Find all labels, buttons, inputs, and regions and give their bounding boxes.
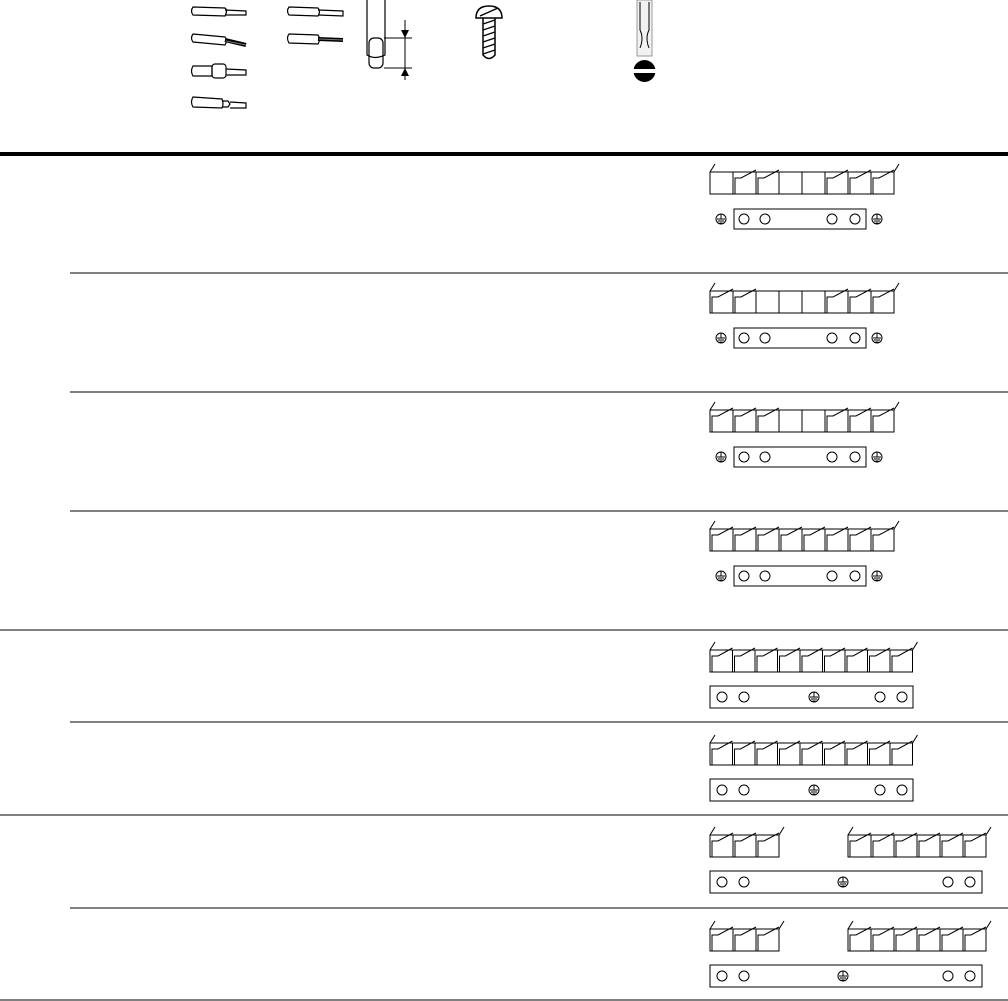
terminal-cell [733, 835, 756, 857]
terminal-cell [733, 929, 756, 951]
terminal-clamp [919, 927, 940, 951]
terminal-cell [871, 172, 894, 194]
terminal-clamp [919, 833, 940, 857]
wire-crimped-ferrule-icon [192, 97, 247, 108]
earth-symbol [838, 877, 848, 887]
terminal-cell [963, 929, 986, 951]
terminal-clamp [758, 408, 779, 432]
terminal-clamp [892, 648, 913, 672]
terminal-cell [778, 650, 801, 672]
terminal-clamp [781, 527, 802, 551]
terminal-cell [871, 291, 894, 313]
stripped-wire-stranded-icon [192, 34, 247, 45]
terminal-cell [756, 291, 779, 313]
terminal-clamp [735, 289, 756, 313]
mounting-hole [965, 971, 975, 981]
terminal-clamp [735, 527, 756, 551]
mounting-hole [760, 214, 770, 224]
terminal-cell [871, 410, 894, 432]
terminal-cell [710, 529, 733, 551]
terminal-cell [733, 172, 756, 194]
strip-end-cap [710, 521, 715, 529]
mounting-hole [760, 452, 770, 462]
terminal-cell [733, 410, 756, 432]
terminal-cell [710, 291, 733, 313]
terminal-clamp [873, 289, 894, 313]
terminal-cell [710, 743, 733, 765]
terminal-clamp [780, 741, 801, 765]
strip-end-cap [710, 827, 715, 835]
mounting-hole [760, 571, 770, 581]
mounting-hole [965, 877, 975, 887]
terminal-cell [710, 835, 733, 857]
strip-end-cap [913, 642, 918, 650]
slotted-screw-icon [476, 6, 502, 59]
terminal-clamp [827, 408, 848, 432]
strip-end-cap [710, 921, 715, 929]
terminal-cell [848, 835, 871, 857]
terminal-cell [710, 172, 733, 194]
terminal-block-diagram [710, 642, 918, 708]
terminal-clamp [825, 648, 846, 672]
mounting-hole [827, 333, 837, 343]
terminal-cell [779, 291, 802, 313]
terminal-block-diagram [710, 402, 899, 467]
base-plate [734, 447, 866, 467]
terminal-clamp [850, 527, 871, 551]
terminal-cell [756, 929, 779, 951]
stripped-wire-solid-icon [192, 7, 247, 16]
strip-end-cap [913, 735, 918, 743]
terminal-clamp [847, 741, 868, 765]
terminal-cell [845, 650, 868, 672]
terminal-cell [871, 929, 894, 951]
base-plate [734, 209, 866, 229]
earth-symbol [838, 971, 848, 981]
strip-end-cap [779, 921, 784, 929]
terminal-cell [940, 835, 963, 857]
terminal-cell [845, 743, 868, 765]
terminal-cell [756, 529, 779, 551]
terminal-cell [848, 291, 871, 313]
table-rules [0, 152, 1008, 1000]
strip-end-cap [710, 402, 715, 410]
mounting-hole [850, 452, 860, 462]
strip-end-cap [710, 735, 715, 743]
earth-symbol [716, 571, 726, 581]
mounting-hole [739, 333, 749, 343]
terminal-block-diagram [710, 164, 899, 229]
mounting-hole [897, 692, 907, 702]
terminal-clamp [896, 833, 917, 857]
terminal-block-diagram [710, 283, 899, 348]
terminal-cell [779, 172, 802, 194]
terminal-cell [890, 650, 913, 672]
terminal-clamp [758, 527, 779, 551]
terminal-cell [825, 529, 848, 551]
strip-end-cap [710, 642, 715, 650]
terminal-clamp [780, 648, 801, 672]
strip-end-cap [894, 521, 899, 529]
earth-symbol [872, 452, 882, 462]
mounting-hole [897, 785, 907, 795]
mounting-hole [739, 214, 749, 224]
terminal-clamp [712, 927, 733, 951]
mounting-hole [827, 571, 837, 581]
terminal-clamp [712, 741, 733, 765]
terminal-cell [800, 650, 823, 672]
mounting-hole [739, 692, 749, 702]
terminal-cell [890, 743, 913, 765]
mounting-hole [943, 877, 953, 887]
terminal-cell [871, 835, 894, 857]
terminal-clamp [735, 741, 756, 765]
mounting-hole [717, 877, 727, 887]
terminal-clamp [873, 927, 894, 951]
terminal-cell [848, 172, 871, 194]
terminal-block-diagram [710, 921, 991, 987]
mounting-hole [739, 877, 749, 887]
terminal-cell [710, 929, 733, 951]
terminal-cell [802, 410, 825, 432]
mounting-hole [739, 452, 749, 462]
terminal-clamp [965, 927, 986, 951]
mounting-hole [875, 785, 885, 795]
mounting-hole [739, 571, 749, 581]
earth-symbol [872, 214, 882, 224]
strip-end-cap [986, 827, 991, 835]
strip-end-cap [710, 164, 715, 172]
terminal-clamp [712, 648, 733, 672]
terminal-cell [871, 529, 894, 551]
terminal-clamp [892, 741, 913, 765]
terminal-clamp [870, 648, 891, 672]
header-thick-rule [0, 152, 1008, 156]
terminal-cell [825, 291, 848, 313]
strip-end-cap [710, 283, 715, 291]
wire-stranded-icon-right [288, 34, 344, 44]
terminal-cell [868, 650, 891, 672]
terminal-cell [756, 410, 779, 432]
terminal-cell [825, 410, 848, 432]
terminal-cell [710, 650, 733, 672]
earth-symbol [716, 214, 726, 224]
terminal-cell [917, 835, 940, 857]
terminal-cell [848, 929, 871, 951]
terminal-clamp [873, 170, 894, 194]
mounting-hole [717, 692, 727, 702]
mounting-hole [760, 333, 770, 343]
terminal-clamp [735, 927, 756, 951]
terminal-clamp [735, 648, 756, 672]
strip-end-cap [848, 827, 853, 835]
mounting-hole [827, 214, 837, 224]
earth-symbol [872, 571, 882, 581]
terminal-clamp [827, 170, 848, 194]
terminal-clamp [758, 927, 779, 951]
mounting-hole [850, 571, 860, 581]
terminal-cell [779, 410, 802, 432]
terminal-cell [755, 743, 778, 765]
terminal-clamp [758, 170, 779, 194]
base-plate [734, 566, 866, 586]
terminal-clamp [873, 527, 894, 551]
terminal-cell [779, 529, 802, 551]
mounting-hole [875, 692, 885, 702]
terminal-clamp [712, 527, 733, 551]
terminal-cell [778, 743, 801, 765]
terminal-clamp [825, 741, 846, 765]
screwdriver-blade-icon [632, 0, 657, 82]
terminal-cell [940, 929, 963, 951]
strip-end-cap [894, 283, 899, 291]
terminal-clamp [827, 289, 848, 313]
mounting-hole [739, 971, 749, 981]
terminal-clamp [942, 833, 963, 857]
terminal-cell [894, 929, 917, 951]
terminal-clamp [802, 741, 823, 765]
strip-end-cap [779, 827, 784, 835]
earth-symbol [716, 333, 726, 343]
terminal-cell [963, 835, 986, 857]
terminal-cell [823, 743, 846, 765]
terminal-cell [802, 172, 825, 194]
terminal-clamp [757, 648, 778, 672]
mounting-hole [717, 785, 727, 795]
strip-end-cap [894, 164, 899, 172]
mounting-hole [717, 971, 727, 981]
terminal-clamp [735, 170, 756, 194]
terminal-cell [756, 172, 779, 194]
terminal-cell [710, 410, 733, 432]
terminal-cell [756, 835, 779, 857]
terminal-cell [800, 743, 823, 765]
terminal-cell [733, 650, 756, 672]
earth-symbol [809, 692, 819, 702]
terminal-cell [733, 291, 756, 313]
terminal-cell [802, 529, 825, 551]
wire-solid-icon-right [288, 7, 344, 16]
terminal-clamp [850, 927, 871, 951]
terminal-clamp [735, 408, 756, 432]
terminal-clamp [850, 408, 871, 432]
terminal-block-diagram [710, 735, 918, 801]
base-plate [734, 328, 866, 348]
terminal-clamp [850, 170, 871, 194]
terminal-block-diagram [710, 521, 899, 586]
terminal-cell [848, 529, 871, 551]
terminal-clamp [873, 408, 894, 432]
strip-length-gauge-icon [367, 0, 412, 80]
terminal-clamp [942, 927, 963, 951]
strip-end-cap [894, 402, 899, 410]
terminal-cell [848, 410, 871, 432]
terminal-diagrams [710, 164, 991, 987]
terminal-clamp [758, 833, 779, 857]
terminal-clamp [870, 741, 891, 765]
header-icons [192, 0, 658, 108]
mounting-hole [943, 971, 953, 981]
terminal-cell [894, 835, 917, 857]
terminal-clamp [804, 527, 825, 551]
terminal-cell [755, 650, 778, 672]
terminal-cell [917, 929, 940, 951]
strip-end-cap [986, 921, 991, 929]
terminal-clamp [735, 833, 756, 857]
terminal-clamp [850, 289, 871, 313]
mounting-hole [739, 785, 749, 795]
terminal-cell [733, 743, 756, 765]
terminal-clamp [802, 648, 823, 672]
terminal-block-diagram [710, 827, 991, 893]
terminal-clamp [712, 289, 733, 313]
terminal-cell [802, 291, 825, 313]
earth-symbol [809, 785, 819, 795]
terminal-clamp [712, 833, 733, 857]
wire-ferrule-icon [192, 64, 247, 78]
terminal-clamp [712, 408, 733, 432]
terminal-clamp [847, 648, 868, 672]
terminal-clamp [827, 527, 848, 551]
mounting-hole [850, 333, 860, 343]
terminal-cell [868, 743, 891, 765]
terminal-clamp [965, 833, 986, 857]
mounting-hole [827, 452, 837, 462]
earth-symbol [716, 452, 726, 462]
terminal-cell [825, 172, 848, 194]
terminal-cell [733, 529, 756, 551]
mounting-hole [850, 214, 860, 224]
terminal-clamp [873, 833, 894, 857]
terminal-clamp [896, 927, 917, 951]
strip-end-cap [848, 921, 853, 929]
terminal-clamp [850, 833, 871, 857]
terminal-cell [823, 650, 846, 672]
terminal-clamp [757, 741, 778, 765]
earth-symbol [872, 333, 882, 343]
